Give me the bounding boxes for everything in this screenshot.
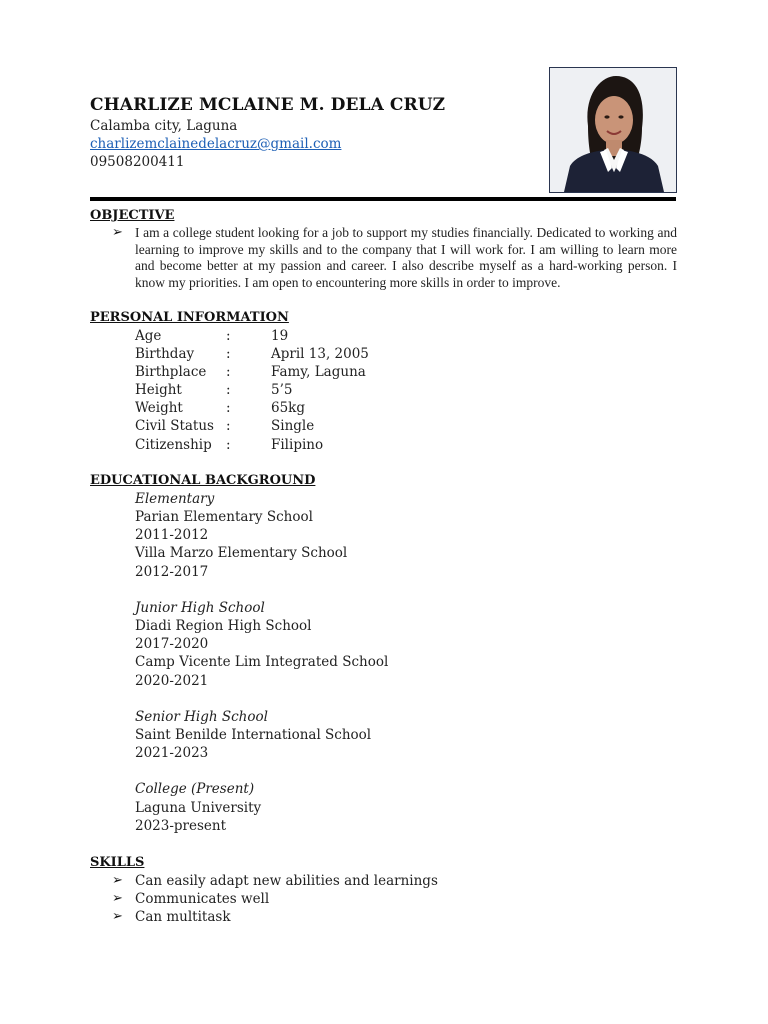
- school-years: 2021-2023: [135, 745, 209, 761]
- school-years: 2023-present: [135, 818, 227, 834]
- school-name: Villa Marzo Elementary School: [135, 545, 348, 561]
- skill-text: Can easily adapt new abilities and learnings: [135, 873, 438, 889]
- info-label: Civil Status: [135, 418, 214, 434]
- school-years: 2017-2020: [135, 636, 209, 652]
- header-divider: [90, 197, 676, 201]
- profile-photo-image: [550, 68, 676, 192]
- info-label: Birthplace: [135, 364, 207, 380]
- education-level: College (Present): [135, 781, 255, 797]
- info-value: April 13, 2005: [271, 346, 369, 362]
- objective-heading: OBJECTIVE: [90, 208, 175, 223]
- info-separator: :: [226, 437, 231, 453]
- skill-text: Can multitask: [135, 909, 231, 925]
- applicant-name: CHARLIZE MCLAINE M. DELA CRUZ: [90, 95, 446, 115]
- school-name: Camp Vicente Lim Integrated School: [135, 654, 389, 670]
- info-separator: :: [226, 364, 231, 380]
- school-years: 2020-2021: [135, 673, 209, 689]
- info-label: Weight: [135, 400, 183, 416]
- info-label: Height: [135, 382, 182, 398]
- info-separator: :: [226, 346, 231, 362]
- info-separator: :: [226, 382, 231, 398]
- info-label: Age: [135, 328, 162, 344]
- info-value: Filipino: [271, 437, 324, 453]
- school-name: Saint Benilde International School: [135, 727, 372, 743]
- arrowhead-bullet-icon: ➢: [112, 873, 123, 888]
- address: Calamba city, Laguna: [90, 118, 238, 134]
- info-value: 19: [271, 328, 289, 344]
- education-level: Junior High School: [135, 600, 265, 616]
- school-name: Diadi Region High School: [135, 618, 312, 634]
- info-label: Citizenship: [135, 437, 212, 453]
- arrowhead-bullet-icon: ➢: [112, 891, 123, 906]
- objective-text: I am a college student looking for a job to support my studies financially. Dedicated to working and learning to improve my skills and to the company that I will work for. I am willing to learn more and become better at my passion and career. I also describe myself as a hard-working person. I know my priorities. I am open to encountering more skills in order to improve.: [135, 225, 677, 291]
- school-years: 2012-2017: [135, 564, 209, 580]
- info-value: Single: [271, 418, 315, 434]
- info-label: Birthday: [135, 346, 195, 362]
- info-value: 65kg: [271, 400, 306, 416]
- email-link[interactable]: charlizemclainedelacruz@gmail.com: [90, 136, 342, 152]
- arrowhead-bullet-icon: ➢: [112, 225, 123, 240]
- school-name: Laguna University: [135, 800, 262, 816]
- skills-heading: SKILLS: [90, 855, 145, 870]
- education-heading: EDUCATIONAL BACKGROUND: [90, 473, 316, 488]
- profile-photo: [549, 67, 677, 193]
- info-separator: :: [226, 328, 231, 344]
- info-separator: :: [226, 400, 231, 416]
- personal-info-heading: PERSONAL INFORMATION: [90, 310, 289, 325]
- skill-text: Communicates well: [135, 891, 270, 907]
- arrowhead-bullet-icon: ➢: [112, 909, 123, 924]
- phone-number: 09508200411: [90, 154, 185, 170]
- school-name: Parian Elementary School: [135, 509, 313, 525]
- education-level: Elementary: [135, 491, 215, 507]
- info-separator: :: [226, 418, 231, 434]
- education-level: Senior High School: [135, 709, 268, 725]
- info-value: Famy, Laguna: [271, 364, 366, 380]
- info-value: 5’5: [271, 382, 293, 398]
- school-years: 2011-2012: [135, 527, 209, 543]
